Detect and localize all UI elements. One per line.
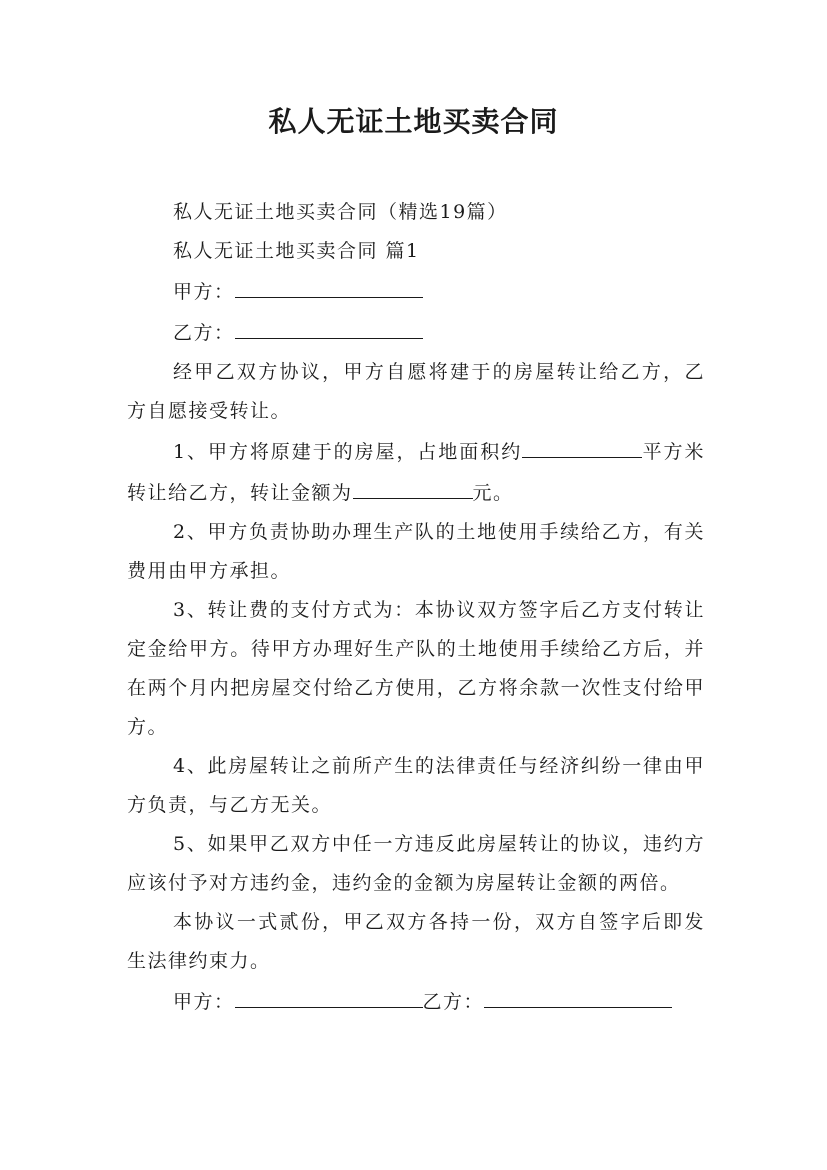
signature-party-a-blank [235, 981, 423, 1008]
signature-line [127, 981, 705, 1022]
signature-party-a-label: 甲方： [173, 991, 235, 1013]
area-blank [522, 431, 642, 458]
article-heading: 私人无证土地买卖合同 篇1 [173, 240, 420, 262]
amount-blank [353, 472, 473, 499]
signature-party-b-label: 乙方： [422, 991, 485, 1013]
intro-paragraph: 经甲乙双方协议，甲方自愿将建于的房屋转让给乙方，乙方自愿接受转让。 [127, 361, 705, 422]
clause-1-text-b: 平方米转让给乙方，转让金额为 [127, 441, 705, 504]
clause-1-text-a: 1、甲方将原建于的房屋，占地面积约 [173, 441, 523, 463]
signature-party-b-blank [484, 981, 672, 1008]
closing-paragraph: 本协议一式贰份，甲乙双方各持一份，双方自签字后即发生法律约束力。 [127, 911, 705, 972]
party-b-blank [235, 312, 423, 339]
party-b-label: 乙方： [173, 322, 235, 344]
clause-1 [127, 431, 705, 513]
clause-3: 3、转让费的支付方式为：本协议双方签字后乙方支付转让定金给甲方。待甲方办理好生产队的土地使用手续给乙方后，并在两个月内把房屋交付给乙方使用，乙方将余款一次性支付给甲方。 [127, 599, 705, 738]
clause-1-text-c: 元。 [472, 482, 514, 504]
clause-5: 5、如果甲乙双方中任一方违反此房屋转让的协议，违约方应该付予对方违约金，违约金的金额为房屋转让金额的两倍。 [127, 833, 705, 894]
document-title: 私人无证土地买卖合同 [268, 105, 559, 138]
subtitle: 私人无证土地买卖合同（精选19篇） [173, 201, 508, 223]
clause-2: 2、甲方负责协助办理生产队的土地使用手续给乙方，有关费用由甲方承担。 [127, 521, 705, 582]
party-b-line [127, 312, 705, 353]
document-body [127, 193, 705, 1022]
clause-4: 4、此房屋转让之前所产生的法律责任与经济纠纷一律由甲方负责，与乙方无关。 [127, 755, 705, 816]
party-a-line [127, 271, 705, 312]
party-a-blank [235, 271, 423, 298]
party-a-label: 甲方： [173, 281, 235, 303]
